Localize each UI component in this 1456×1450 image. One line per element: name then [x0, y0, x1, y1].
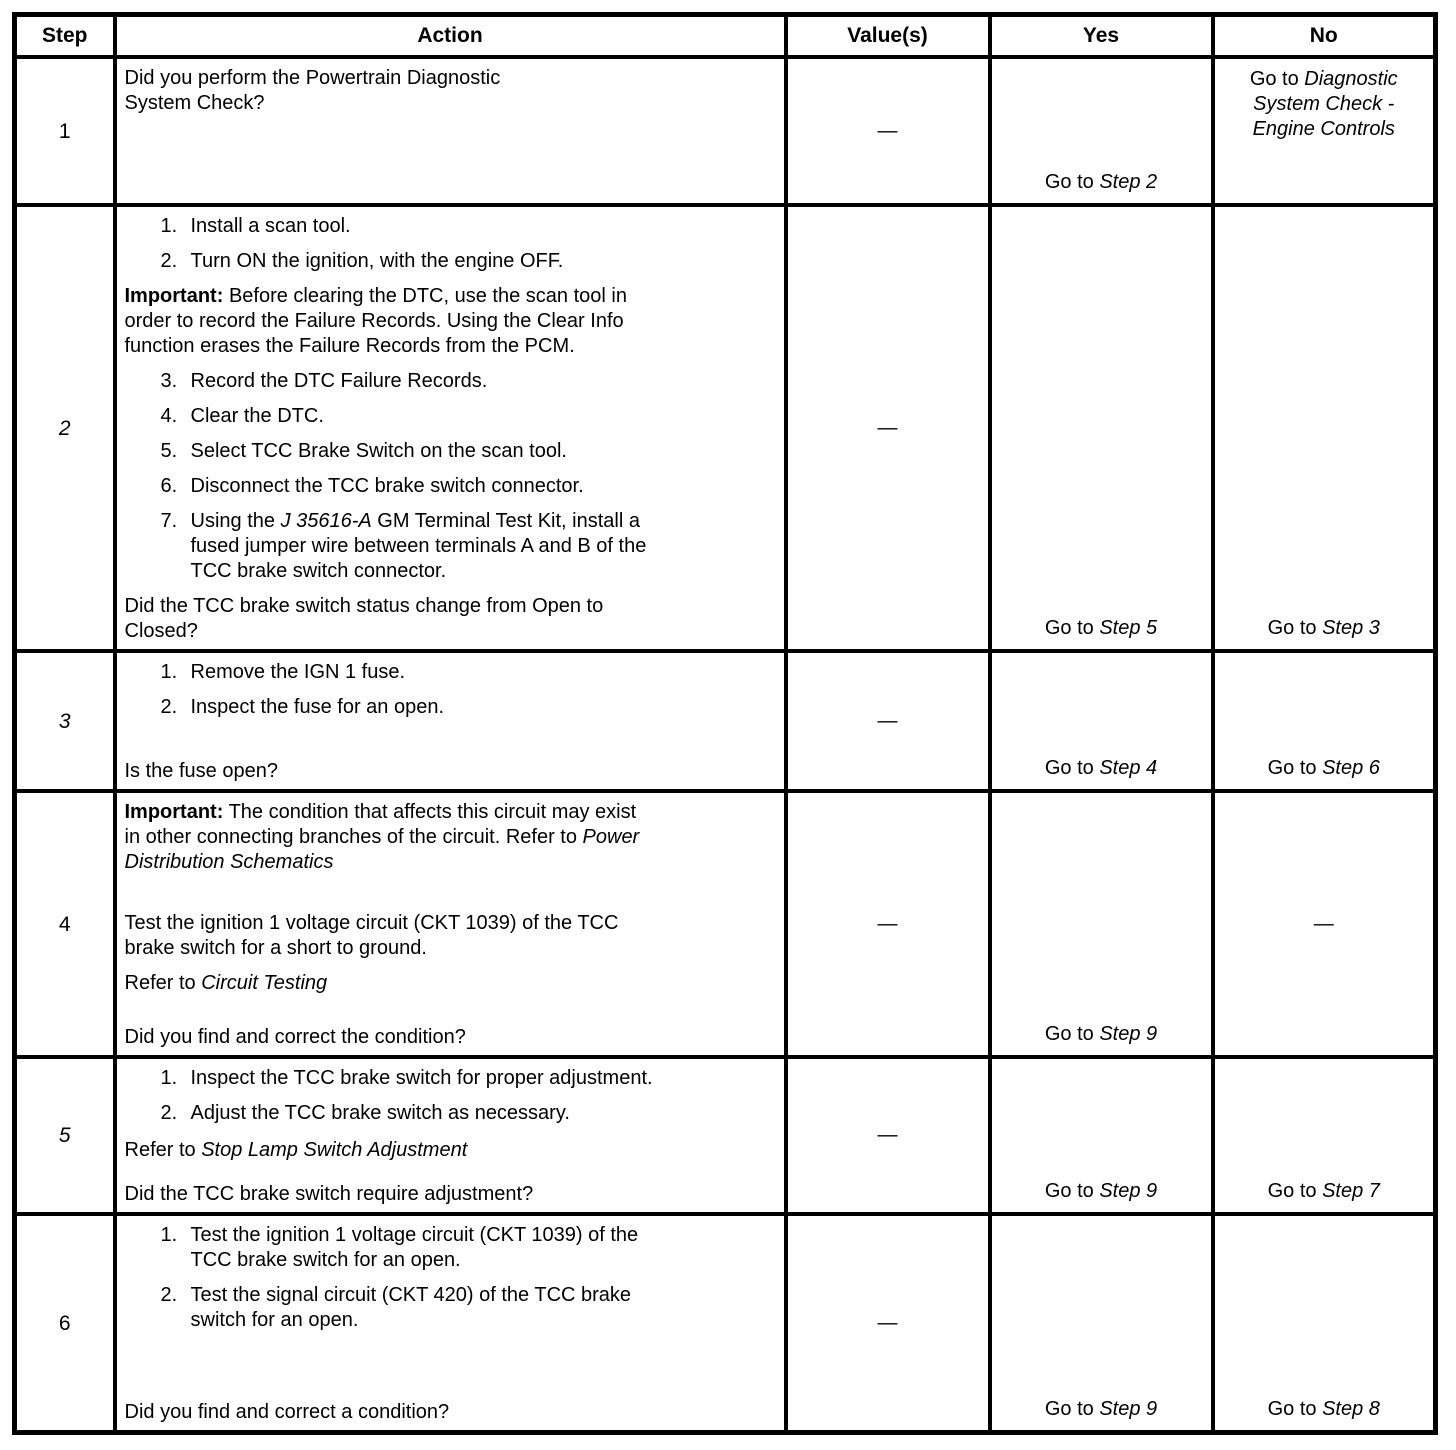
- numbered-step-item: [125, 474, 776, 499]
- goto-reference: Go to: [1267, 617, 1323, 639]
- goto-reference: Step 8: [1322, 1398, 1380, 1420]
- value-dash: —: [877, 912, 898, 935]
- action-paragraph: [125, 284, 776, 359]
- yes-cell: [990, 791, 1213, 1057]
- value-cell: [786, 205, 990, 651]
- numbered-step-item: [125, 214, 776, 239]
- item-number: 3.: [160, 370, 178, 392]
- text-segment: Important:: [124, 801, 224, 823]
- text-segment: Using the: [190, 510, 281, 532]
- value-dash: —: [877, 1311, 898, 1334]
- value-dash: —: [877, 709, 898, 732]
- no-cell: [1213, 791, 1436, 1057]
- action-paragraph: [125, 911, 776, 961]
- question-text: [125, 759, 776, 784]
- text-segment: Distribution Schematics: [124, 851, 334, 873]
- item-text: [191, 439, 776, 464]
- action-content: [125, 800, 776, 1050]
- numbered-step-item: [125, 439, 776, 464]
- value-dash: —: [877, 119, 898, 142]
- action-cell: [115, 791, 786, 1057]
- value-cell: [786, 651, 990, 791]
- no-cell: [1213, 1057, 1436, 1214]
- numbered-step-item: [125, 1101, 776, 1126]
- step-cell: [15, 205, 115, 651]
- text-segment: Select TCC Brake Switch on the scan tool.: [190, 440, 567, 462]
- item-number: 6.: [160, 475, 178, 497]
- numbered-step-item: [125, 509, 776, 584]
- value-dash: —: [877, 1124, 898, 1146]
- item-number: 5.: [160, 440, 178, 462]
- action-content: [125, 1223, 776, 1425]
- col-header-yes: Yes: [990, 15, 1213, 58]
- item-number: 2.: [160, 250, 178, 272]
- text-segment: Test the ignition 1 voltage circuit (CKT 1039) of the TCC: [124, 912, 619, 934]
- question-text: [125, 1182, 776, 1207]
- item-text: [191, 1223, 776, 1273]
- item-number: 1.: [160, 661, 178, 683]
- step-cell: [15, 791, 115, 1057]
- item-text: [191, 214, 776, 239]
- action-cell: [115, 1214, 786, 1433]
- item-number: 4.: [160, 405, 178, 427]
- step-number: 1: [58, 119, 71, 143]
- goto-reference: Go to: [1044, 1023, 1100, 1045]
- action-cell: [115, 57, 786, 205]
- value-cell: [786, 791, 990, 1057]
- yes-cell: [990, 1214, 1213, 1433]
- text-segment: Refer to: [124, 1139, 202, 1161]
- item-text: [191, 474, 776, 499]
- numbered-step-item: [125, 695, 776, 720]
- col-header-action: Action: [115, 15, 786, 58]
- header-row: [15, 15, 1436, 58]
- goto-reference: Go to: [1267, 1180, 1323, 1202]
- item-text: [191, 249, 776, 274]
- text-segment: switch for an open.: [190, 1309, 359, 1331]
- table-row: [15, 57, 1436, 205]
- col-header-step: Step: [15, 15, 115, 58]
- no-cell: [1213, 57, 1436, 205]
- text-segment: Inspect the fuse for an open.: [190, 696, 445, 718]
- goto-reference: —: [1313, 912, 1334, 935]
- item-text: [191, 660, 776, 685]
- yes-cell: [990, 1057, 1213, 1214]
- text-segment: Disconnect the TCC brake switch connector.: [190, 475, 584, 497]
- table-row: [15, 651, 1436, 791]
- text-segment: TCC brake switch connector.: [190, 560, 447, 582]
- question-text: [125, 1025, 776, 1050]
- text-segment: fused jumper wire between terminals A and B of the: [190, 535, 647, 557]
- text-segment: in other connecting branches of the circuit. Refer to: [124, 826, 583, 848]
- value-cell: [786, 1057, 990, 1214]
- item-text: [191, 369, 776, 394]
- goto-reference: Step 9: [1099, 1023, 1158, 1045]
- question-text: [125, 594, 776, 644]
- text-segment: Test the ignition 1 voltage circuit (CKT 1039) of the: [190, 1224, 639, 1246]
- text-segment: Did the TCC brake switch status change from Open to: [124, 595, 604, 617]
- goto-reference: Go to: [1044, 1180, 1100, 1202]
- diagnostic-table: [12, 12, 1438, 1435]
- goto-reference: Step 3: [1322, 617, 1380, 639]
- step-cell: [15, 57, 115, 205]
- item-text: [191, 404, 776, 429]
- item-number: 1.: [160, 1224, 178, 1246]
- numbered-step-item: [125, 1066, 776, 1091]
- action-cell: [115, 651, 786, 791]
- text-segment: Closed?: [124, 620, 198, 642]
- step-cell: [15, 651, 115, 791]
- text-segment: Circuit Testing: [201, 972, 328, 994]
- table-row: [15, 791, 1436, 1057]
- goto-reference: Go to: [1044, 171, 1100, 193]
- text-segment: function erases the Failure Records from the PCM.: [124, 335, 575, 357]
- col-header-values: Value(s): [786, 15, 990, 58]
- goto-reference: Go to: [1267, 1398, 1323, 1420]
- col-header-no: No: [1213, 15, 1436, 58]
- goto-reference: Go to: [1044, 1398, 1100, 1420]
- table-row: [15, 205, 1436, 651]
- text-segment: order to record the Failure Records. Using the Clear Info: [124, 310, 624, 332]
- goto-reference: Go to: [1044, 617, 1100, 639]
- item-text: [191, 1066, 776, 1091]
- text-segment: TCC brake switch for an open.: [190, 1249, 461, 1271]
- action-paragraph: [125, 971, 776, 996]
- no-cell: [1213, 1214, 1436, 1433]
- yes-cell: [990, 651, 1213, 791]
- action-cell: [115, 1057, 786, 1214]
- item-number: 2.: [160, 696, 178, 718]
- step-number: 5: [58, 1124, 71, 1147]
- goto-reference: Go to: [1249, 68, 1305, 90]
- text-segment: Refer to: [124, 972, 202, 994]
- goto-reference: Diagnostic: [1304, 68, 1398, 90]
- item-text: [191, 695, 776, 720]
- value-cell: [786, 57, 990, 205]
- action-cell: [115, 205, 786, 651]
- goto-reference: Go to: [1044, 757, 1100, 779]
- text-segment: Stop Lamp Switch Adjustment: [201, 1139, 468, 1161]
- item-text: [191, 509, 776, 584]
- text-segment: Install a scan tool.: [190, 215, 351, 237]
- text-segment: Did you find and correct the condition?: [124, 1026, 466, 1048]
- text-segment: Adjust the TCC brake switch as necessary.: [190, 1102, 570, 1124]
- step-number: 3: [58, 709, 71, 733]
- item-number: 7.: [160, 510, 178, 532]
- action-paragraph: [125, 800, 776, 875]
- no-cell: [1213, 651, 1436, 791]
- item-text: [191, 1283, 776, 1333]
- text-segment: Record the DTC Failure Records.: [190, 370, 488, 392]
- item-number: 1.: [160, 1067, 178, 1089]
- text-segment: Test the signal circuit (CKT 420) of the TCC brake: [190, 1284, 632, 1306]
- table-row: [15, 1057, 1436, 1214]
- numbered-step-item: [125, 1283, 776, 1333]
- goto-reference: Step 4: [1099, 757, 1158, 779]
- yes-cell: [990, 205, 1213, 651]
- no-cell: [1213, 205, 1436, 651]
- value-cell: [786, 1214, 990, 1433]
- goto-reference: Step 9: [1099, 1180, 1158, 1202]
- numbered-step-item: [125, 369, 776, 394]
- goto-reference: Step 9: [1099, 1398, 1158, 1420]
- numbered-step-item: [125, 1223, 776, 1273]
- goto-reference: Step 7: [1322, 1180, 1380, 1202]
- text-segment: Did the TCC brake switch require adjustment?: [124, 1183, 534, 1205]
- text-segment: Power: [582, 826, 640, 848]
- text-segment: GM Terminal Test Kit, install a: [371, 510, 640, 532]
- action-content: [125, 660, 776, 784]
- goto-reference: Step 6: [1322, 757, 1380, 779]
- item-number: 2.: [160, 1102, 178, 1124]
- text-segment: The condition that affects this circuit may exist: [223, 801, 637, 823]
- step-number: 6: [58, 1311, 71, 1335]
- action-content: [125, 66, 776, 198]
- step-number: 2: [58, 416, 71, 440]
- yes-cell: [990, 57, 1213, 205]
- goto-reference: Step 2: [1099, 171, 1158, 193]
- goto-reference: System Check -: [1253, 93, 1395, 115]
- action-content: [125, 214, 776, 644]
- step-cell: [15, 1057, 115, 1214]
- numbered-step-item: [125, 660, 776, 685]
- numbered-step-item: [125, 249, 776, 274]
- text-segment: System Check?: [124, 92, 265, 114]
- text-segment: Remove the IGN 1 fuse.: [190, 661, 406, 683]
- action-paragraph: [125, 66, 776, 116]
- goto-reference: Engine Controls: [1252, 118, 1395, 140]
- value-dash: —: [877, 416, 898, 439]
- text-segment: Before clearing the DTC, use the scan tool in: [223, 285, 627, 307]
- text-segment: Did you perform the Powertrain Diagnostic: [124, 67, 501, 89]
- step-cell: [15, 1214, 115, 1433]
- action-content: [125, 1066, 776, 1207]
- text-segment: Turn ON the ignition, with the engine OFF.: [190, 250, 564, 272]
- text-segment: Did you find and correct a condition?: [124, 1401, 450, 1423]
- text-segment: Inspect the TCC brake switch for proper adjustment.: [190, 1067, 653, 1089]
- text-segment: Important:: [124, 285, 224, 307]
- item-text: [191, 1101, 776, 1126]
- step-number: 4: [58, 912, 71, 936]
- text-segment: Clear the DTC.: [190, 405, 324, 427]
- numbered-step-item: [125, 404, 776, 429]
- question-text: [125, 1400, 776, 1425]
- item-number: 2.: [160, 1284, 178, 1306]
- action-paragraph: [125, 1138, 776, 1163]
- goto-reference: Step 5: [1099, 617, 1158, 639]
- text-segment: Is the fuse open?: [124, 760, 278, 782]
- goto-reference: Go to: [1267, 757, 1323, 779]
- table-row: [15, 1214, 1436, 1433]
- item-number: 1.: [160, 215, 178, 237]
- text-segment: J 35616-A: [280, 510, 372, 532]
- text-segment: brake switch for a short to ground.: [124, 937, 427, 959]
